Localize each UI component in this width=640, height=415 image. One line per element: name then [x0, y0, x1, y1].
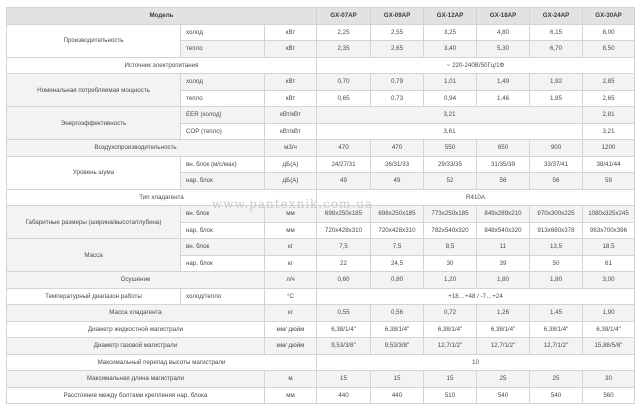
value-cell: 560: [583, 387, 635, 404]
value-cell: 0,79: [371, 74, 424, 91]
value-cell: 1,46: [477, 90, 530, 107]
row-sublabel: нар. блок: [181, 255, 265, 272]
value-cell: 15: [371, 371, 424, 388]
row-sublabel: холод/тепло: [181, 288, 265, 305]
value-cell: 59: [583, 173, 635, 190]
value-cell: 848x540x320: [477, 222, 530, 239]
spec-table: [6, 7, 635, 404]
value-cell: 698x250x185: [371, 206, 424, 223]
row-label: Энергоэффективность: [7, 107, 181, 140]
value-cell: 1200: [583, 140, 635, 157]
value-cell: 2,25: [317, 24, 371, 41]
value-cell: 1,26: [477, 305, 530, 322]
value-cell: 720x428x310: [371, 222, 424, 239]
row-label: Диаметр газовой магистрали: [7, 338, 265, 355]
value-cell: 470: [371, 140, 424, 157]
row-unit: мм: [265, 222, 317, 239]
value-cell: 52: [424, 173, 477, 190]
row-label: Источник электропитания: [7, 57, 317, 74]
table-row: [7, 156, 635, 173]
table-row: [7, 387, 635, 404]
value-cell: 7,5: [371, 239, 424, 256]
value-cell: 470: [317, 140, 371, 157]
value-cell: 1,01: [424, 74, 477, 91]
value-cell: 913x680x378: [530, 222, 583, 239]
row-label: Температурный диапазон работы: [7, 288, 181, 305]
value-cell: 6,38/1/4": [317, 321, 371, 338]
row-label: Масса: [7, 239, 181, 272]
value-cell: 3,00: [583, 272, 635, 289]
model-header-cell: GX-07AP: [317, 8, 371, 25]
row-sublabel: вн. блок: [181, 239, 265, 256]
value-cell: 1,20: [424, 272, 477, 289]
row-sublabel: тепло: [181, 90, 265, 107]
value-cell: 1,80: [477, 272, 530, 289]
row-unit: кВт/кВт: [265, 107, 317, 124]
value-cell: 15: [317, 371, 371, 388]
table-row: [7, 321, 635, 338]
value-cell: 9,53/3/8": [371, 338, 424, 355]
value-cell: 6,38/1/4": [583, 321, 635, 338]
value-cell: 12,7/1/2": [530, 338, 583, 355]
value-cell: 8,00: [583, 24, 635, 41]
value-cell: 6,38/1/4": [477, 321, 530, 338]
value-cell: 720x428x310: [317, 222, 371, 239]
value-cell: 49: [317, 173, 371, 190]
value-cell: 12,7/1/2": [424, 338, 477, 355]
row-unit: мм/ дюйм: [265, 321, 317, 338]
row-unit: кВт: [265, 90, 317, 107]
value-cell: 1,90: [583, 305, 635, 322]
value-cell: 0,72: [424, 305, 477, 322]
row-label: Тип хладагента: [7, 189, 317, 206]
value-cell: 29/33/35: [424, 156, 477, 173]
value-cell: 12,7/1/2": [477, 338, 530, 355]
row-label: Масса хладагента: [7, 305, 265, 322]
table-row: [7, 338, 635, 355]
row-label: Максимальный перепад высоты магистрали: [7, 354, 317, 371]
value-cell: 440: [371, 387, 424, 404]
row-unit: мм: [265, 387, 317, 404]
value-cell: 2,81: [583, 107, 635, 124]
value-cell: 31/35/39: [477, 156, 530, 173]
value-cell: 38/41/44: [583, 156, 635, 173]
span-value-cell: 10: [317, 354, 635, 371]
row-unit: мм: [265, 206, 317, 223]
table-row: [7, 239, 635, 256]
row-label: Расстояние между болтами крепления нар. блока: [7, 387, 265, 404]
value-cell: 24,5: [371, 255, 424, 272]
value-cell: 773x250x185: [424, 206, 477, 223]
value-cell: 1,80: [530, 272, 583, 289]
value-cell: 50: [530, 255, 583, 272]
value-cell: 782x540x320: [424, 222, 477, 239]
table-row: [7, 272, 635, 289]
row-unit: °С: [265, 288, 317, 305]
value-cell: 30: [424, 255, 477, 272]
row-unit: л/ч: [265, 272, 317, 289]
value-cell: 0,94: [424, 90, 477, 107]
value-cell: 24/27/31: [317, 156, 371, 173]
value-cell: 2,85: [583, 74, 635, 91]
row-unit: кг: [265, 239, 317, 256]
value-cell: 1080x325x245: [583, 206, 635, 223]
row-unit: м: [265, 371, 317, 388]
value-cell: 970x300x225: [530, 206, 583, 223]
row-unit: дБ(А): [265, 156, 317, 173]
value-cell: 33/37/41: [530, 156, 583, 173]
row-label: Воздухопроизводительность: [7, 140, 265, 157]
value-cell: 15,88/5/8": [583, 338, 635, 355]
value-cell: 25: [477, 371, 530, 388]
value-cell: 540: [477, 387, 530, 404]
value-cell: 1,85: [530, 90, 583, 107]
value-cell: 540: [530, 387, 583, 404]
value-cell: 11: [477, 239, 530, 256]
value-cell: 550: [424, 140, 477, 157]
value-cell: 6,70: [530, 41, 583, 58]
span-value-cell: +18…+48 / -7…+24: [317, 288, 635, 305]
value-cell: 0,56: [371, 305, 424, 322]
table-row: [7, 189, 635, 206]
row-unit: м3/ч: [265, 140, 317, 157]
span-value-cell: 3,61: [317, 123, 583, 140]
value-cell: 0,55: [317, 305, 371, 322]
value-cell: 8,50: [583, 41, 635, 58]
row-unit: кВт: [265, 24, 317, 41]
row-label: Уровень шума: [7, 156, 181, 189]
table-row: [7, 57, 635, 74]
model-header-cell: GX-18AP: [477, 8, 530, 25]
model-header: Модель: [7, 8, 317, 25]
value-cell: 5,30: [477, 41, 530, 58]
row-unit: дБ(А): [265, 173, 317, 190]
row-sublabel: нар. блок: [181, 222, 265, 239]
header-row: [7, 8, 635, 25]
value-cell: 15: [424, 371, 477, 388]
span-value-cell: R410A: [317, 189, 635, 206]
value-cell: 3,40: [424, 41, 477, 58]
value-cell: 7,5: [317, 239, 371, 256]
row-label: Диаметр жидкостной магистрали: [7, 321, 265, 338]
value-cell: 0,73: [371, 90, 424, 107]
value-cell: 56: [530, 173, 583, 190]
table-row: [7, 107, 635, 124]
table-row: [7, 74, 635, 91]
value-cell: 510: [424, 387, 477, 404]
value-cell: 3,25: [424, 24, 477, 41]
row-unit: кВт: [265, 74, 317, 91]
value-cell: 18,5: [583, 239, 635, 256]
span-value-cell: ~ 220-240В/50Гц/1Ф: [317, 57, 635, 74]
row-sublabel: вн. блок: [181, 206, 265, 223]
value-cell: 6,38/1/4": [371, 321, 424, 338]
row-label: Максимальная длина магистрали: [7, 371, 265, 388]
row-sublabel: нар. блок: [181, 173, 265, 190]
row-label: Производительность: [7, 24, 181, 57]
model-header-cell: GX-12AP: [424, 8, 477, 25]
value-cell: 440: [317, 387, 371, 404]
value-cell: 2,65: [371, 41, 424, 58]
model-header-cell: GX-09AP: [371, 8, 424, 25]
row-sublabel: холод: [181, 74, 265, 91]
value-cell: 963x700x396: [583, 222, 635, 239]
value-cell: 25: [530, 371, 583, 388]
value-cell: 6,38/1/4": [530, 321, 583, 338]
value-cell: 56: [477, 173, 530, 190]
value-cell: 849x289x210: [477, 206, 530, 223]
row-unit: кг: [265, 305, 317, 322]
watermark: www.pantexnik.com.ua: [212, 197, 374, 211]
value-cell: 49: [371, 173, 424, 190]
row-unit: кВт/кВт: [265, 123, 317, 140]
value-cell: 0,60: [317, 272, 371, 289]
value-cell: 1,49: [477, 74, 530, 91]
value-cell: 0,70: [317, 74, 371, 91]
value-cell: 2,55: [371, 24, 424, 41]
row-sublabel: COP (тепло): [181, 123, 265, 140]
table-row: [7, 305, 635, 322]
value-cell: 1,92: [530, 74, 583, 91]
value-cell: 6,15: [530, 24, 583, 41]
value-cell: 8,5: [424, 239, 477, 256]
value-cell: 650: [477, 140, 530, 157]
row-label: Осушение: [7, 272, 265, 289]
value-cell: 2,65: [583, 90, 635, 107]
value-cell: 0,65: [317, 90, 371, 107]
row-unit: кг: [265, 255, 317, 272]
value-cell: 6,38/1/4": [424, 321, 477, 338]
table-row: [7, 140, 635, 157]
value-cell: 3,21: [583, 123, 635, 140]
table-row: [7, 354, 635, 371]
value-cell: 1,45: [530, 305, 583, 322]
value-cell: 30: [583, 371, 635, 388]
row-unit: мм/ дюйм: [265, 338, 317, 355]
row-label: Номинальная потребляемая мощность: [7, 74, 181, 107]
value-cell: 4,80: [477, 24, 530, 41]
spec-table-container: [6, 7, 634, 404]
value-cell: 22: [317, 255, 371, 272]
row-sublabel: холод: [181, 24, 265, 41]
table-row: [7, 206, 635, 223]
row-sublabel: вн. блок (м/с/мах): [181, 156, 265, 173]
row-sublabel: тепло: [181, 41, 265, 58]
table-row: [7, 371, 635, 388]
model-header-cell: GX-30AP: [583, 8, 635, 25]
value-cell: 61: [583, 255, 635, 272]
value-cell: 39: [477, 255, 530, 272]
value-cell: 698x250x185: [317, 206, 371, 223]
value-cell: 13,5: [530, 239, 583, 256]
value-cell: 0,80: [371, 272, 424, 289]
table-row: [7, 24, 635, 41]
table-row: [7, 288, 635, 305]
row-label: Габаритные размеры (ширина/высота/глубина): [7, 206, 181, 239]
value-cell: 2,35: [317, 41, 371, 58]
value-cell: 900: [530, 140, 583, 157]
row-unit: кВт: [265, 41, 317, 58]
span-value-cell: 3,21: [317, 107, 583, 124]
model-header-cell: GX-24AP: [530, 8, 583, 25]
row-sublabel: EER (холод): [181, 107, 265, 124]
value-cell: 9,53/3/8": [317, 338, 371, 355]
value-cell: 26/31/33: [371, 156, 424, 173]
